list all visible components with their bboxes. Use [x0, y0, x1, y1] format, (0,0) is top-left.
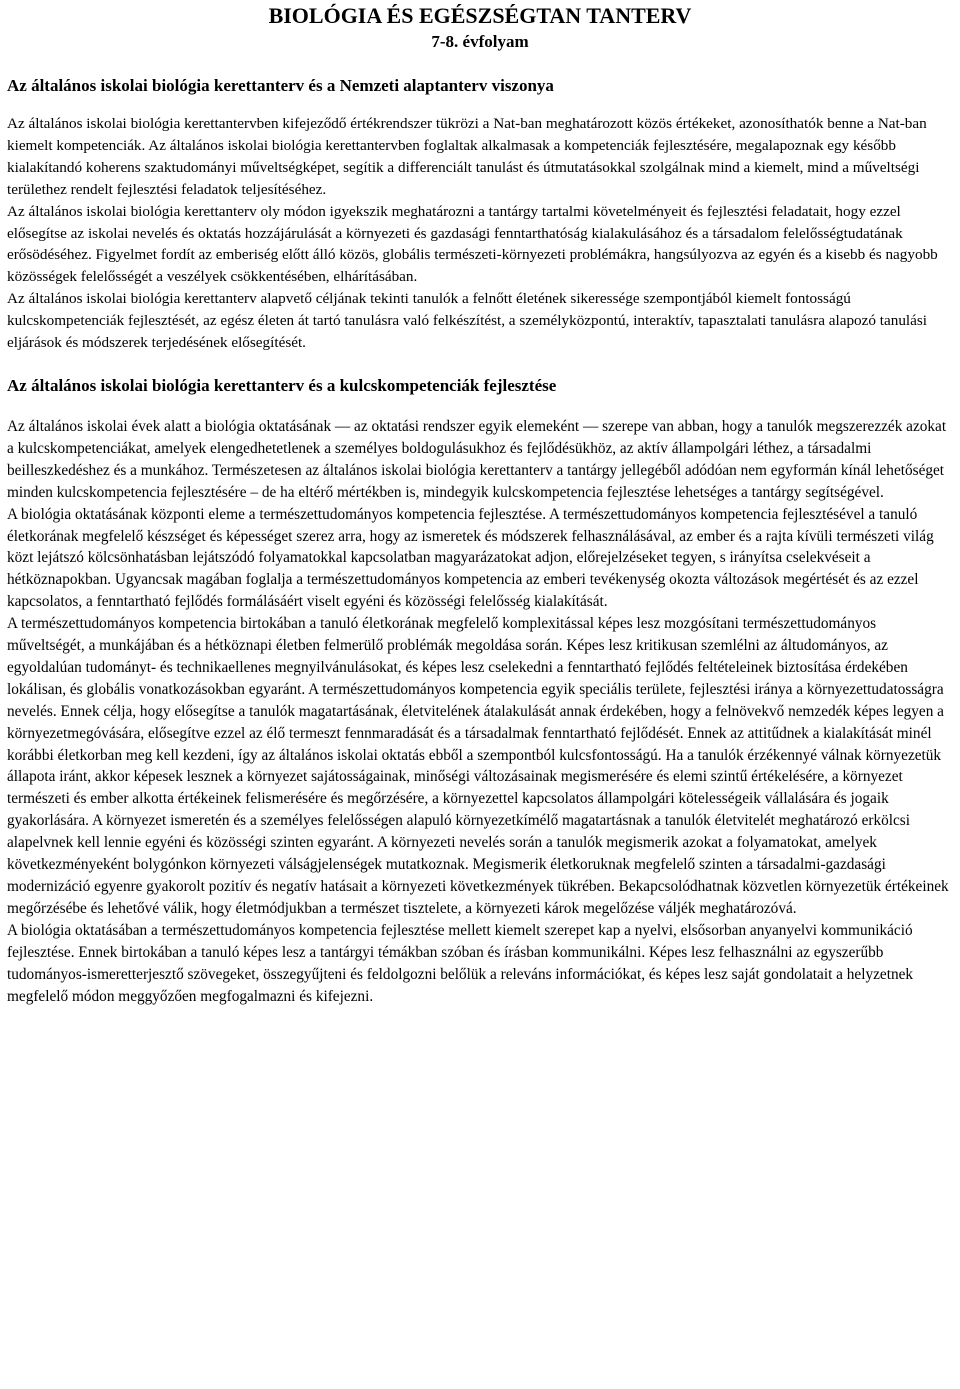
paragraph: A biológia oktatásának központi eleme a természettudományos kompetencia fejlesztése. A természettudományos kompetencia fejlesztésével a tanuló életkorának megfelelő készséget és képességet szerez arra, hogy az ismeretek és módszerek felhasználásával, az ember és a rajta kívüli természeti világ közt lejátszó kölcsönhatásban lejátszódó folyamatokkal kapcsolatban magyarázatokat adjon, előrejelzéseket tegyen, s irányítsa cselekvéseit a hétköznapokban. Ugyancsak magában foglalja a természettudományos kompetencia az emberi tevékenység okozta változások megértését és az ezzel kapcsolatos, a fenntartható fejlődés formálásáért viselt egyéni és közösségi felelősség kialakítását.	[7, 505, 934, 611]
paragraph: Az általános iskolai biológia kerettanterv oly módon igyekszik meghatározni a tantárgy tartalmi követelményeit és fejlesztési feladatait, hogy ezzel elősegítse az iskolai nevelés és oktatás hozzájárulását a környezeti és gazdasági fenntarthatóság kialakulásához és a társadalom felelősségtudatának erősödéséhez. Figyelmet fordít az emberiség előtt álló közös, globális természeti-környezeti problémákra, hangsúlyozva az egyén és a kisebb és nagyobb közösségek felelősségét a veszélyek csökkentésében, elhárításában.	[7, 202, 938, 286]
document-subtitle: 7-8. évfolyam	[431, 32, 529, 51]
paragraph: Az általános iskolai biológia kerettanterv alapvető céljának tekinti tanulók a felnőtt életének sikeressége szempontjából kiemelt fontosságú kulcskompetenciák fejlesztését, az egész életen át tartó tanulásra való felkészítést, a személyközpontú, interaktív, tapasztalati tanulásra alapozó tanulási eljárások és módszerek terjedésének elősegítését.	[7, 290, 927, 352]
section-heading-nat: Az általános iskolai biológia kerettanterv és a Nemzeti alaptanterv viszonya	[7, 76, 554, 95]
section-heading-kulcskompetenciak: Az általános iskolai biológia kerettanterv és a kulcskompetenciák fejlesztése	[7, 375, 557, 395]
paragraph: A biológia oktatásában a természettudományos kompetencia fejlesztése mellett kiemelt szerepet kap a nyelvi, elsősorban anyanyelvi kommunikáció fejlesztése. Ennek birtokában a tanuló képes lesz a tantárgyi témákban szóban és írásban kommunikálni. Képes lesz felhasználni az egyszerűbb tudományos-ismeretterjesztő szövegeket, összegyűjteni és feldolgozni belőlük a releváns információkat, és képes lesz saját gondolatait a helyzetnek megfelelő módon meggyőzően megfogalmazni és kifejezni.	[7, 921, 914, 1005]
paragraph: Az általános iskolai évek alatt a biológia oktatásának — az oktatási rendszer egyik elemeként — szerepe van abban, hogy a tanulók megszerezzék azokat a kulcskompetenciákat, amelyek elengedhetetlenek a személyes boldogulásukhoz és fejlődésükhöz, az aktív állampolgári léthez, a társadalmi beilleszkedéshez és a munkához. Természetesen az általános iskolai biológia kerettanterv a tantárgy jellegéből adódóan nem egyformán kínál lehetőséget minden kulcskompetencia fejlesztésére – de ha eltérő mértékben is, mindegyik kulcskompetencia fejlesztése lehetséges a tantárgy segítségével.	[7, 417, 947, 501]
document-page	[0, 4, 960, 1389]
section-body-kulcskompetenciak	[7, 416, 953, 1007]
document-title: BIOLÓGIA ÉS EGÉSZSÉGTAN TANTERV	[268, 3, 692, 28]
section-body-nat	[7, 113, 953, 354]
paragraph: Az általános iskolai biológia kerettantervben kifejeződő értékrendszer tükrözi a Nat-ban meghatározott közös értékeket, azonosíthatók benne a Nat-ban kiemelt kompetenciák. Az általános iskolai biológia kerettantervben foglaltak alkalmasak a kompetenciák fejlesztésére, megalapoznak egy később kialakítandó koherens szaktudományi műveltségképet, segítik a differenciált tanulást és útmutatásokkal szolgálnak mind a kiemelt, mind a műveltségi területhez rendelt fejlesztési feladatok teljesítéséhez.	[7, 115, 927, 198]
paragraph: A természettudományos kompetencia birtokában a tanuló életkorának megfelelő komplexitással képes lesz mozgósítani természettudományos műveltségét, a munkájában és a hétköznapi életben felmerülő problémák megoldása során. Képes lesz kritikusan szemlélni az áltudományos, az egyoldalúan tudományt- és technikaellenes megnyilvánulásokat, és képes lesz cselekedni a fenntartható fejlődés feltételeinek biztosítása érdekében lokálisan, és globális vonatkozásokban egyaránt. A természettudományos kompetencia egyik speciális területe, fejlesztési iránya a környezettudatosságra nevelés. Ennek célja, hogy elősegítse a tanulók magatartásának, életvitelének átalakulását annak érdekében, hogy a felnövekvő nemzedék képes legyen a környezetmegóvására, elősegítve ezzel az élő termeszt fennmaradását és a társadalmak fenntartható fejlődését. Ennek az attitűdnek a kialakítását minél korábbi életkorban meg kell kezdeni, így az általános iskolai oktatás ebből a szempontból kulcsfontosságú. Ha a tanulók érzékennyé válnak környezetük állapota iránt, akkor képesek lesznek a környezet sajátosságainak, minőségi változásainak megismerésére és elemi szintű értékelésére, a környezet természeti és ember alkotta értékeinek felismerésére és megőrzésére, a környezettel kapcsolatos állampolgári kötelességeik vállalására és jogaik gyakorlására. A környezet ismeretén és a személyes felelősségen alapuló környezetkímélő magatartásnak a tanulók életvitelét meghatározó erkölcsi alapelvnek kell lennie egyéni és közösségi szinten egyaránt. A környezeti nevelés során a tanulók megismerik azokat a folyamatokat, amelyek következményeként bolygónkon környezeti válságjelenségek mutatkoznak. Megismerik életkoruknak megfelelő szinten a társadalmi-gazdasági modernizáció egyenre gyakorolt pozitív és negatív hatásait a környezeti következmények tükrében. Bekapcsolódhatnak közvetlen környezetük értékeinek megőrzésébe és lehetővé válik, hogy életmódjukban a természet tisztelete, a környezeti károk megelőzése váljék meghatározóvá.	[7, 615, 949, 917]
